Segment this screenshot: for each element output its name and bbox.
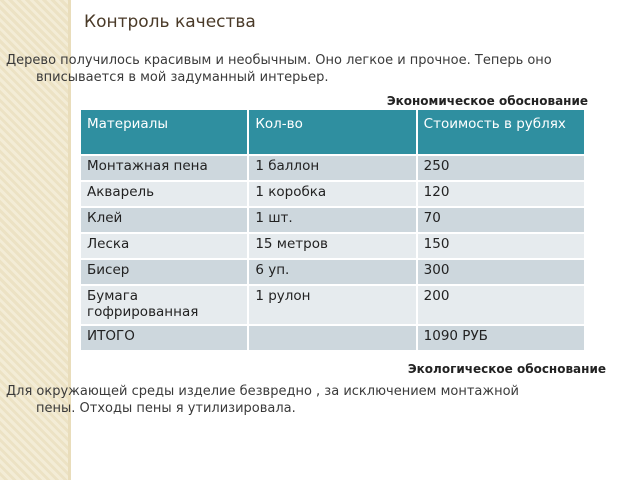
table-row xyxy=(81,234,584,258)
materials-table xyxy=(79,108,586,352)
cell-cost: 250 xyxy=(418,156,584,180)
intro-line-2: вписывается в мой задуманный интерьер. xyxy=(36,70,329,85)
ecology-line-2: пены. Отходы пены я утилизировала. xyxy=(36,401,296,416)
economic-heading: Экономическое обоснование xyxy=(386,94,588,108)
table-row xyxy=(81,156,584,180)
table-row xyxy=(81,208,584,232)
intro-line-1: Дерево получилось красивым и необычным. Оно легкое и прочное. Теперь оно xyxy=(6,53,552,68)
cell-cost: 200 xyxy=(418,286,584,324)
ecology-line-1: Для окружающей среды изделие безвредно , за исключением монтажной xyxy=(6,384,519,399)
cell-cost: 120 xyxy=(418,182,584,206)
header-quantity: Кол-во xyxy=(249,110,415,154)
table-row xyxy=(81,260,584,284)
cell-quantity: 1 коробка xyxy=(249,182,415,206)
ecology-paragraph xyxy=(6,383,626,417)
cell-cost: 300 xyxy=(418,260,584,284)
cell-total-label: ИТОГО xyxy=(81,326,247,350)
table-total-row xyxy=(81,326,584,350)
cell-material: Бумага гофрированная xyxy=(81,286,247,324)
table-row xyxy=(81,182,584,206)
cell-cost: 70 xyxy=(418,208,584,232)
cell-quantity: 6 уп. xyxy=(249,260,415,284)
cell-material: Леска xyxy=(81,234,247,258)
cell-quantity: 1 шт. xyxy=(249,208,415,232)
ecological-heading: Экологическое обоснование xyxy=(407,362,606,376)
cell-material: Бисер xyxy=(81,260,247,284)
cell-cost: 150 xyxy=(418,234,584,258)
cell-total-cost: 1090 РУБ xyxy=(418,326,584,350)
intro-paragraph xyxy=(6,52,626,86)
table-row xyxy=(81,286,584,324)
cell-material: Монтажная пена xyxy=(81,156,247,180)
slide-title: Контроль качества xyxy=(84,12,256,32)
cell-quantity: 1 рулон xyxy=(249,286,415,324)
header-materials: Материалы xyxy=(81,110,247,154)
cell-quantity: 15 метров xyxy=(249,234,415,258)
table-header-row xyxy=(81,110,584,154)
cell-total-quantity xyxy=(249,326,415,350)
cell-material: Клей xyxy=(81,208,247,232)
header-cost: Стоимость в рублях xyxy=(418,110,584,154)
cell-material: Акварель xyxy=(81,182,247,206)
cell-quantity: 1 баллон xyxy=(249,156,415,180)
